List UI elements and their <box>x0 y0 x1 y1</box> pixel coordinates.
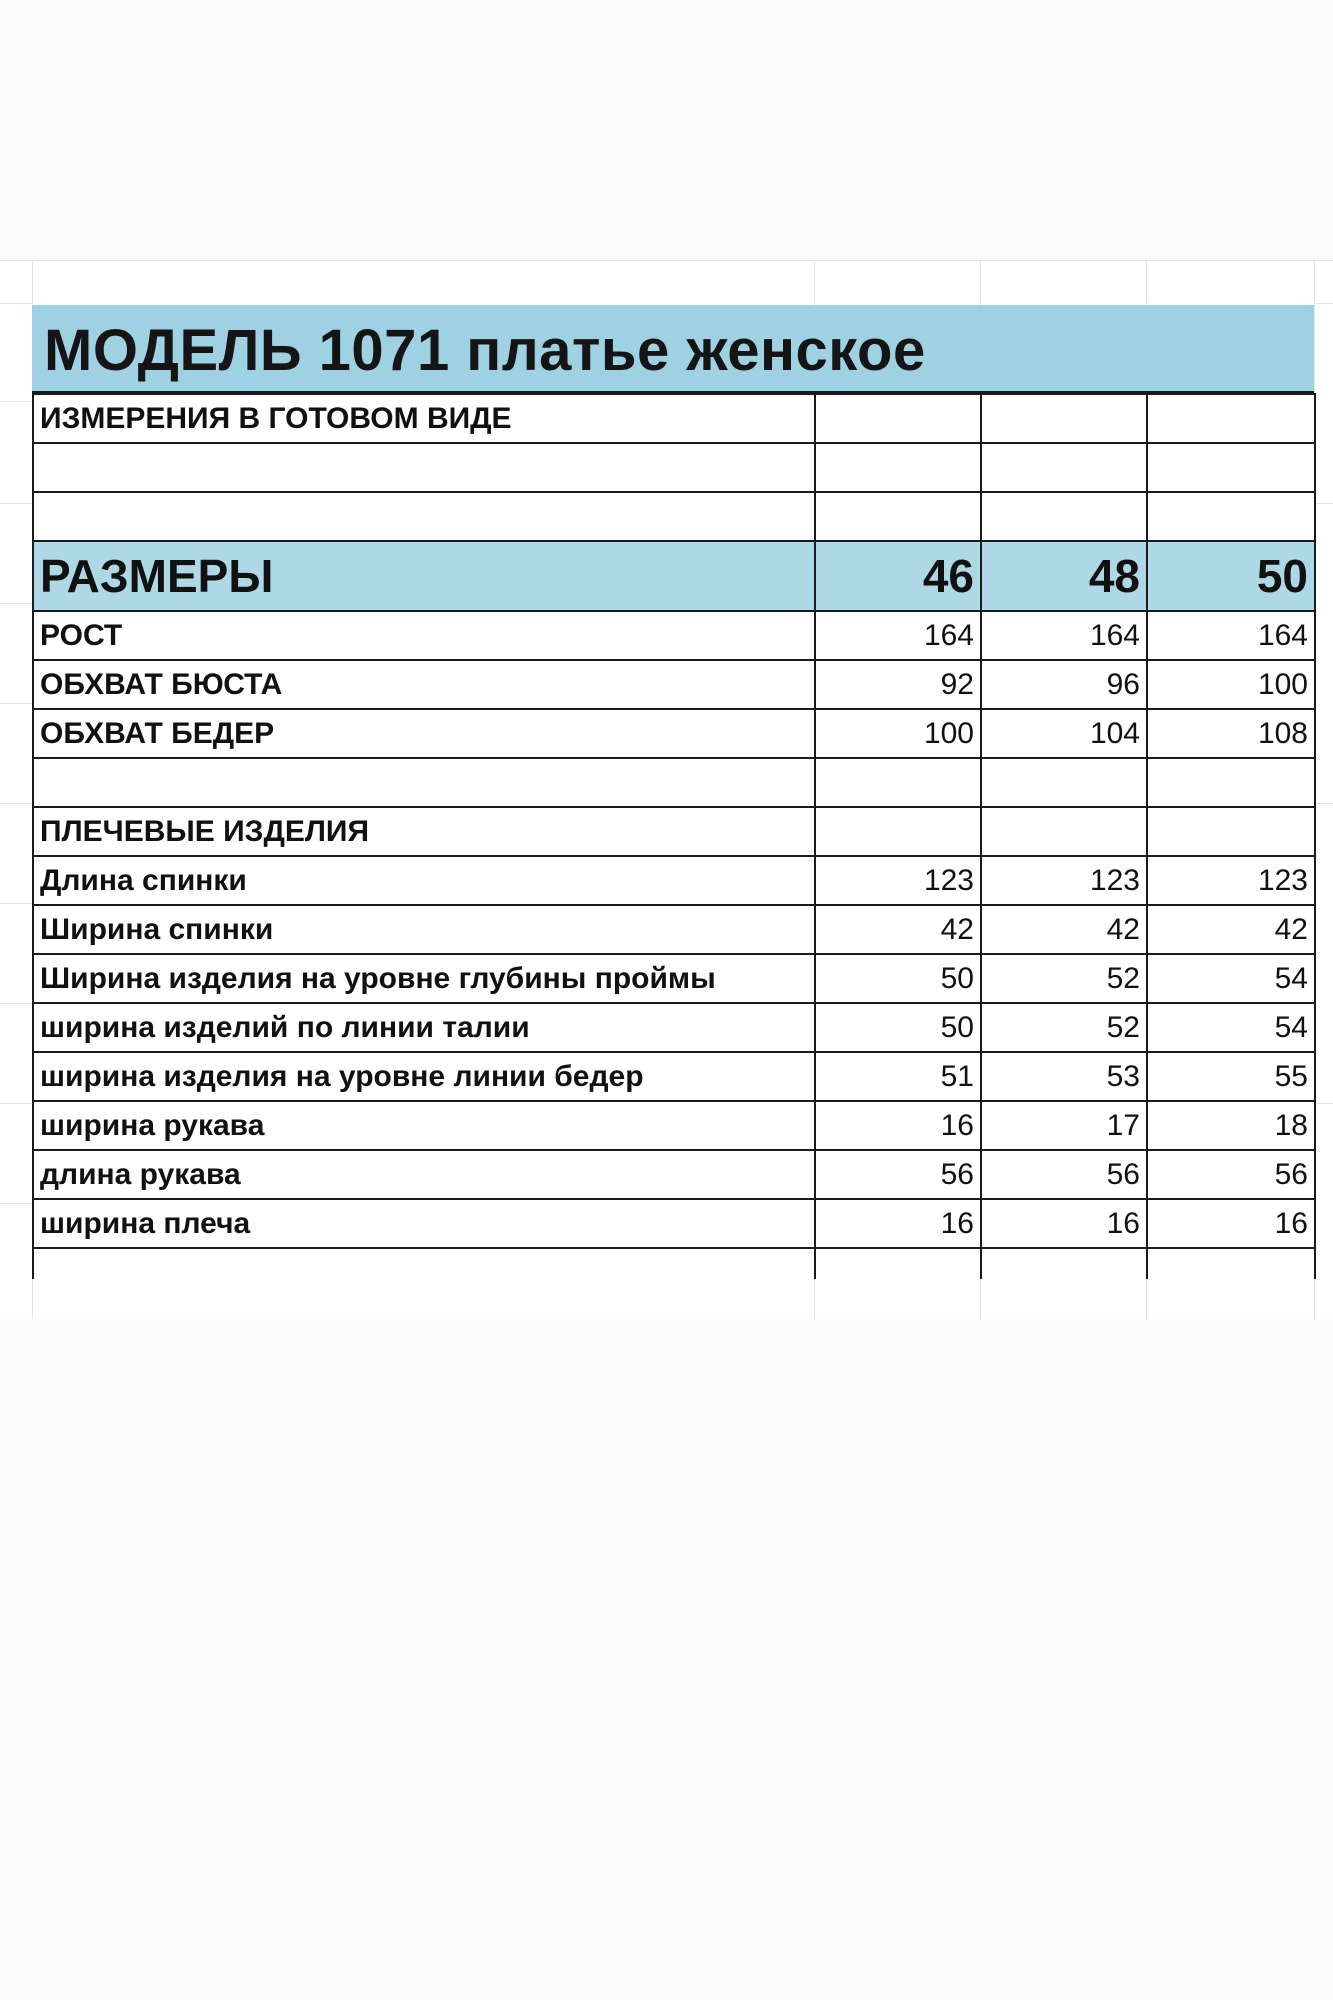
value-cell[interactable]: 17 <box>981 1101 1147 1150</box>
value-cell[interactable]: 56 <box>981 1150 1147 1199</box>
value-cell[interactable] <box>815 492 981 541</box>
value-cell[interactable]: 123 <box>981 856 1147 905</box>
gridline <box>0 503 32 504</box>
gridline <box>0 603 32 604</box>
value-cell[interactable]: 52 <box>981 1003 1147 1052</box>
table-row <box>33 1003 1315 1052</box>
value-cell[interactable] <box>981 492 1147 541</box>
table-row <box>33 954 1315 1003</box>
value-cell[interactable]: 164 <box>1147 611 1315 660</box>
value-cell[interactable]: 42 <box>981 905 1147 954</box>
value-cell[interactable] <box>815 758 981 807</box>
row-label-cell[interactable]: ОБХВАТ БЮСТА <box>33 660 815 709</box>
table-row <box>33 1248 1315 1279</box>
row-label-cell[interactable]: Ширина спинки <box>33 905 815 954</box>
value-cell[interactable]: 54 <box>1147 954 1315 1003</box>
size-header-cell[interactable]: 50 <box>1147 541 1315 611</box>
value-cell[interactable]: 51 <box>815 1052 981 1101</box>
row-label-cell[interactable]: ПЛЕЧЕВЫЕ ИЗДЕЛИЯ <box>33 807 815 856</box>
value-cell[interactable]: 16 <box>981 1199 1147 1248</box>
row-label-cell[interactable] <box>33 492 815 541</box>
table-row <box>33 541 1315 611</box>
table-row <box>33 709 1315 758</box>
value-cell[interactable] <box>1147 758 1315 807</box>
value-cell[interactable]: 56 <box>1147 1150 1315 1199</box>
spreadsheet-sheet <box>0 260 1333 1319</box>
row-label-cell[interactable]: ширина изделия на уровне линии бедер <box>33 1052 815 1101</box>
value-cell[interactable] <box>815 807 981 856</box>
title-cell[interactable] <box>32 305 1314 393</box>
measurements-table <box>32 393 1316 1279</box>
value-cell[interactable] <box>815 443 981 492</box>
table-row <box>33 394 1315 443</box>
value-cell[interactable]: 164 <box>981 611 1147 660</box>
table-row <box>33 1101 1315 1150</box>
value-cell[interactable] <box>1147 492 1315 541</box>
row-label-cell[interactable]: ИЗМЕРЕНИЯ В ГОТОВОМ ВИДЕ <box>33 394 815 443</box>
page-title: МОДЕЛЬ 1071 платье женское <box>44 318 926 383</box>
table-row <box>33 807 1315 856</box>
table-row <box>33 856 1315 905</box>
row-label-cell[interactable]: РОСТ <box>33 611 815 660</box>
row-label-cell[interactable]: ширина плеча <box>33 1199 815 1248</box>
gridline <box>1314 303 1333 304</box>
row-label-cell[interactable]: ширина рукава <box>33 1101 815 1150</box>
table-row <box>33 1199 1315 1248</box>
row-label-cell[interactable] <box>33 443 815 492</box>
value-cell[interactable] <box>1147 394 1315 443</box>
value-cell[interactable]: 123 <box>1147 856 1315 905</box>
value-cell[interactable] <box>1147 807 1315 856</box>
value-cell[interactable]: 92 <box>815 660 981 709</box>
gridline <box>1314 1103 1333 1104</box>
value-cell[interactable]: 50 <box>815 954 981 1003</box>
value-cell[interactable]: 52 <box>981 954 1147 1003</box>
value-cell[interactable] <box>1147 443 1315 492</box>
value-cell[interactable]: 16 <box>815 1101 981 1150</box>
row-label-cell[interactable]: Длина спинки <box>33 856 815 905</box>
gridline <box>0 1003 32 1004</box>
row-label-cell[interactable]: Ширина изделия на уровне глубины проймы <box>33 954 815 1003</box>
value-cell[interactable] <box>815 1248 981 1279</box>
row-label-cell[interactable]: ширина изделий по линии талии <box>33 1003 815 1052</box>
value-cell[interactable]: 42 <box>1147 905 1315 954</box>
table-row <box>33 611 1315 660</box>
value-cell[interactable] <box>981 394 1147 443</box>
value-cell[interactable]: 54 <box>1147 1003 1315 1052</box>
gridline <box>0 1203 32 1204</box>
value-cell[interactable]: 16 <box>815 1199 981 1248</box>
row-label-cell[interactable] <box>33 1248 815 1279</box>
value-cell[interactable] <box>981 1248 1147 1279</box>
table-row <box>33 443 1315 492</box>
size-header-cell[interactable]: 48 <box>981 541 1147 611</box>
gridline <box>1314 503 1333 504</box>
table-row <box>33 1150 1315 1199</box>
table-row <box>33 1052 1315 1101</box>
value-cell[interactable]: 164 <box>815 611 981 660</box>
value-cell[interactable]: 55 <box>1147 1052 1315 1101</box>
table-row <box>33 492 1315 541</box>
table-row <box>33 758 1315 807</box>
value-cell[interactable]: 123 <box>815 856 981 905</box>
value-cell[interactable] <box>981 807 1147 856</box>
value-cell[interactable]: 56 <box>815 1150 981 1199</box>
value-cell[interactable]: 96 <box>981 660 1147 709</box>
value-cell[interactable]: 104 <box>981 709 1147 758</box>
value-cell[interactable]: 42 <box>815 905 981 954</box>
value-cell[interactable]: 53 <box>981 1052 1147 1101</box>
gridline <box>0 401 32 402</box>
value-cell[interactable]: 100 <box>1147 660 1315 709</box>
value-cell[interactable] <box>981 443 1147 492</box>
size-header-cell[interactable]: 46 <box>815 541 981 611</box>
row-label-cell[interactable] <box>33 758 815 807</box>
value-cell[interactable]: 50 <box>815 1003 981 1052</box>
gridline <box>0 903 32 904</box>
row-label-cell[interactable]: РАЗМЕРЫ <box>33 541 815 611</box>
value-cell[interactable]: 108 <box>1147 709 1315 758</box>
table-row <box>33 660 1315 709</box>
value-cell[interactable]: 100 <box>815 709 981 758</box>
value-cell[interactable] <box>1147 1248 1315 1279</box>
value-cell[interactable]: 18 <box>1147 1101 1315 1150</box>
value-cell[interactable] <box>981 758 1147 807</box>
value-cell[interactable] <box>815 394 981 443</box>
gridline <box>0 803 32 804</box>
table-row <box>33 905 1315 954</box>
value-cell[interactable]: 16 <box>1147 1199 1315 1248</box>
row-label-cell[interactable]: ОБХВАТ БЕДЕР <box>33 709 815 758</box>
gridline <box>0 303 32 304</box>
gridline <box>0 703 32 704</box>
gridline <box>1314 803 1333 804</box>
row-label-cell[interactable]: длина рукава <box>33 1150 815 1199</box>
gridline <box>0 1103 32 1104</box>
